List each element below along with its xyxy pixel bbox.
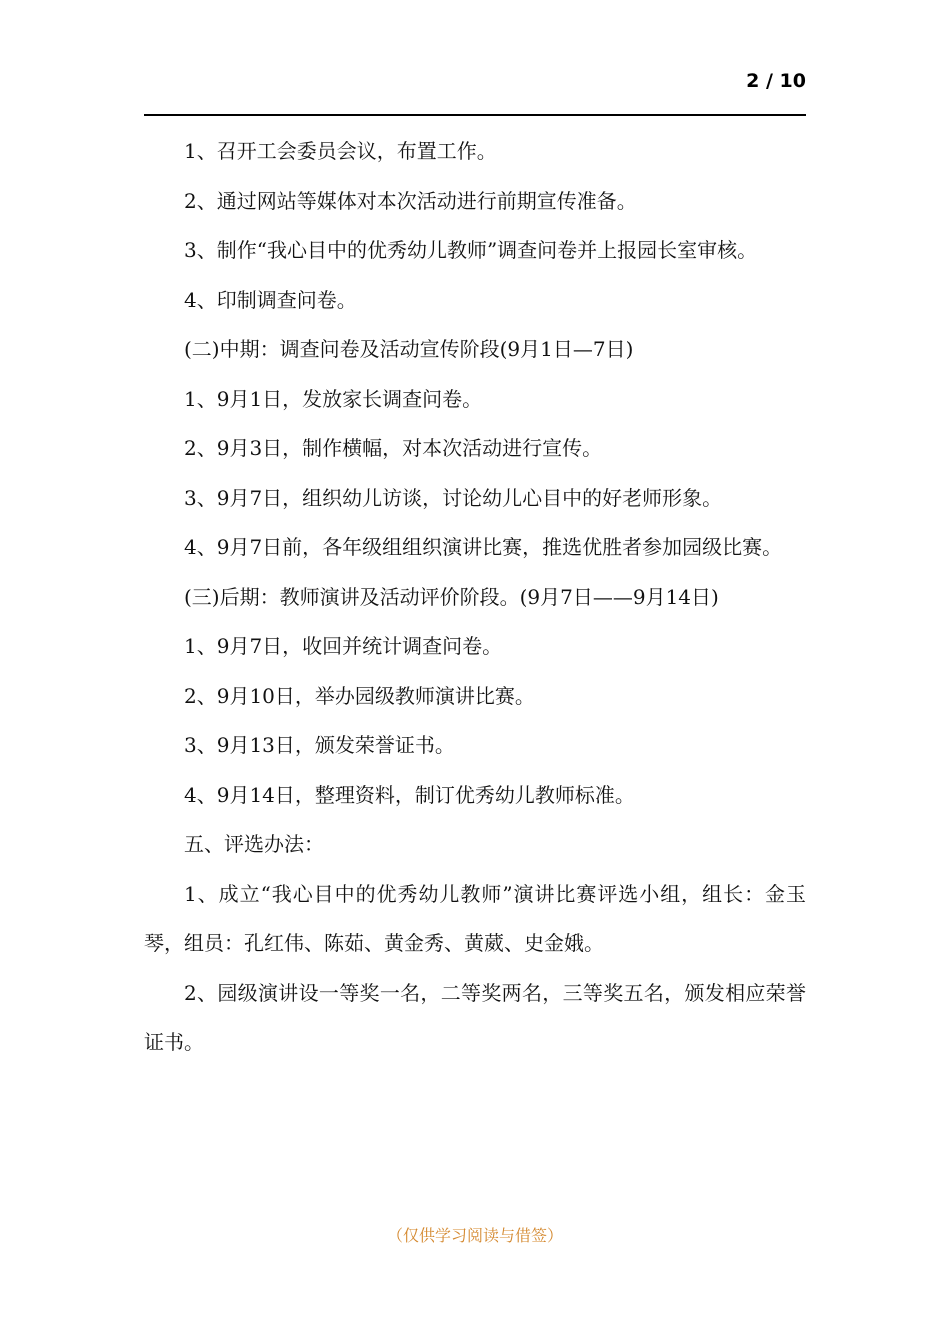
section-heading: (二)中期：调查问卷及活动宣传阶段(9月1日—7日) <box>184 337 634 361</box>
paragraph: 4、9月14日，整理资料，制订优秀幼儿教师标准。 <box>184 782 635 807</box>
paragraph: 1、9月1日，发放家长调查问卷。 <box>184 386 483 411</box>
page-header <box>144 66 806 116</box>
paragraph: 3、9月7日，组织幼儿访谈，讨论幼儿心目中的好老师形象。 <box>184 485 723 510</box>
paragraph: 3、9月13日，颁发荣誉证书。 <box>184 733 455 757</box>
paragraph: 1、9月7日，收回并统计调查问卷。 <box>184 634 503 658</box>
footer-note: （仅供学习阅读与借签） <box>386 1226 563 1245</box>
paragraph: 4、印制调查问卷。 <box>184 287 357 312</box>
page-number: 2 / 10 <box>746 70 806 92</box>
section-heading: (三)后期：教师演讲及活动评价阶段。(9月7日——9月14日) <box>184 584 719 609</box>
paragraph: 4、9月7日前，各年级组组织演讲比赛，推选优胜者参加园级比赛。 <box>184 535 783 559</box>
document-body <box>144 127 806 1068</box>
paragraph: 2、9月10日，举办园级教师演讲比赛。 <box>184 683 535 708</box>
paragraph: 1、召开工会委员会议，布置工作。 <box>184 139 497 163</box>
paragraph: 2、通过网站等媒体对本次活动进行前期宣传准备。 <box>184 188 637 213</box>
section-heading: 五、评选办法： <box>184 832 324 856</box>
paragraph: 1、成立“我心目中的优秀幼儿教师”演讲比赛评选小组，组长：金玉琴，组员：孔红伟、陈茹、黄金秀、黄葳、史金娥。 <box>144 881 806 955</box>
paragraph: 2、园级演讲设一等奖一名，二等奖两名，三等奖五名，颁发相应荣誉证书。 <box>144 980 806 1054</box>
paragraph: 2、9月3日，制作横幅，对本次活动进行宣传。 <box>184 436 603 460</box>
paragraph: 3、制作“我心目中的优秀幼儿教师”调查问卷并上报园长室审核。 <box>184 238 758 262</box>
